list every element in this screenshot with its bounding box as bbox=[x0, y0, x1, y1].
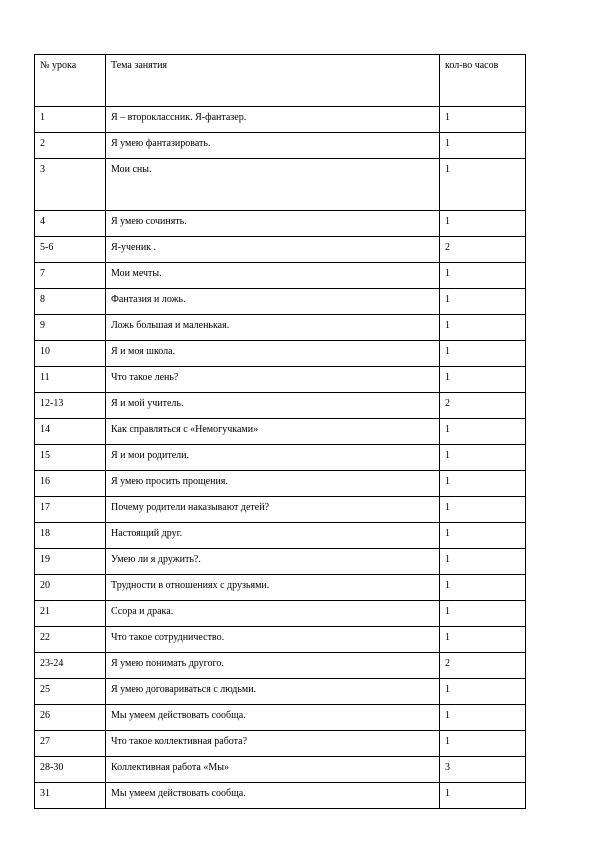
table-row bbox=[35, 601, 526, 627]
lesson-number: 10 bbox=[35, 341, 106, 367]
lesson-hours: 1 bbox=[440, 133, 526, 159]
lesson-topic: Я-ученик . bbox=[106, 237, 440, 263]
lesson-topic: Что такое сотрудничество. bbox=[106, 627, 440, 653]
lesson-topic: Мы умеем действовать сообща. bbox=[106, 783, 440, 809]
lesson-topic: Настоящий друг. bbox=[106, 523, 440, 549]
lesson-hours: 2 bbox=[440, 237, 526, 263]
lesson-hours: 1 bbox=[440, 211, 526, 237]
lesson-hours: 2 bbox=[440, 653, 526, 679]
lesson-topic: Фантазия и ложь. bbox=[106, 289, 440, 315]
lesson-number: 2 bbox=[35, 133, 106, 159]
lesson-hours: 1 bbox=[440, 523, 526, 549]
lesson-hours: 1 bbox=[440, 289, 526, 315]
lesson-hours: 2 bbox=[440, 393, 526, 419]
lesson-number: 26 bbox=[35, 705, 106, 731]
lesson-number: 15 bbox=[35, 445, 106, 471]
table-row bbox=[35, 523, 526, 549]
lesson-number: 23-24 bbox=[35, 653, 106, 679]
lesson-topic: Коллективная работа «Мы» bbox=[106, 757, 440, 783]
table-row bbox=[35, 289, 526, 315]
lesson-number: 1 bbox=[35, 107, 106, 133]
lesson-number: 25 bbox=[35, 679, 106, 705]
lesson-topic: Мы умеем действовать сообща. bbox=[106, 705, 440, 731]
lesson-topic: Я и моя школа. bbox=[106, 341, 440, 367]
lesson-hours: 1 bbox=[440, 497, 526, 523]
lesson-topic: Мои мечты. bbox=[106, 263, 440, 289]
table-row bbox=[35, 341, 526, 367]
table-row bbox=[35, 445, 526, 471]
lesson-number: 4 bbox=[35, 211, 106, 237]
lesson-hours: 1 bbox=[440, 601, 526, 627]
lesson-topic: Что такое лень? bbox=[106, 367, 440, 393]
lesson-hours: 1 bbox=[440, 367, 526, 393]
table-row bbox=[35, 627, 526, 653]
lesson-topic: Ссора и драка. bbox=[106, 601, 440, 627]
table-row bbox=[35, 679, 526, 705]
lesson-hours: 1 bbox=[440, 705, 526, 731]
lesson-number: 11 bbox=[35, 367, 106, 393]
lesson-hours: 1 bbox=[440, 783, 526, 809]
lesson-topic: Ложь большая и маленькая. bbox=[106, 315, 440, 341]
lesson-topic: Умею ли я дружить?. bbox=[106, 549, 440, 575]
lesson-number: 7 bbox=[35, 263, 106, 289]
lesson-number: 21 bbox=[35, 601, 106, 627]
lesson-plan-table bbox=[34, 54, 526, 809]
table-row bbox=[35, 211, 526, 237]
lesson-topic: Почему родители наказывают детей? bbox=[106, 497, 440, 523]
lesson-hours: 3 bbox=[440, 757, 526, 783]
lesson-topic: Как справляться с «Немогучками» bbox=[106, 419, 440, 445]
lesson-number: 28-30 bbox=[35, 757, 106, 783]
lesson-number: 20 bbox=[35, 575, 106, 601]
lesson-hours: 1 bbox=[440, 731, 526, 757]
lesson-topic: Трудности в отношениях с друзьями. bbox=[106, 575, 440, 601]
lesson-number: 31 bbox=[35, 783, 106, 809]
table-row bbox=[35, 497, 526, 523]
lesson-number: 3 bbox=[35, 159, 106, 211]
lesson-number: 14 bbox=[35, 419, 106, 445]
lesson-topic: Я умею фантазировать. bbox=[106, 133, 440, 159]
lesson-hours: 1 bbox=[440, 549, 526, 575]
lesson-number: 9 bbox=[35, 315, 106, 341]
lesson-topic: Я и мой учитель. bbox=[106, 393, 440, 419]
lesson-number: 8 bbox=[35, 289, 106, 315]
lesson-topic: Я и мои родители. bbox=[106, 445, 440, 471]
lesson-topic: Я умею сочинять. bbox=[106, 211, 440, 237]
table-row bbox=[35, 653, 526, 679]
lesson-number: 18 bbox=[35, 523, 106, 549]
lesson-hours: 1 bbox=[440, 315, 526, 341]
table-header-row bbox=[35, 55, 526, 107]
table-row bbox=[35, 757, 526, 783]
lesson-number: 19 bbox=[35, 549, 106, 575]
lesson-number: 5-6 bbox=[35, 237, 106, 263]
table-row bbox=[35, 393, 526, 419]
table-row bbox=[35, 575, 526, 601]
table-row bbox=[35, 705, 526, 731]
table-row bbox=[35, 159, 526, 211]
table-row bbox=[35, 315, 526, 341]
table-row bbox=[35, 731, 526, 757]
table-row bbox=[35, 419, 526, 445]
table-row bbox=[35, 549, 526, 575]
table-row bbox=[35, 237, 526, 263]
table-row bbox=[35, 107, 526, 133]
header-lesson-number: № урока bbox=[35, 55, 106, 107]
lesson-number: 17 bbox=[35, 497, 106, 523]
lesson-hours: 1 bbox=[440, 419, 526, 445]
table-row bbox=[35, 367, 526, 393]
header-hours-count: кол-во часов bbox=[440, 55, 526, 107]
lesson-topic: Мои сны. bbox=[106, 159, 440, 211]
table-row bbox=[35, 471, 526, 497]
table-row bbox=[35, 263, 526, 289]
header-lesson-topic: Тема занятия bbox=[106, 55, 440, 107]
lesson-topic: Я умею просить прощения. bbox=[106, 471, 440, 497]
lesson-hours: 1 bbox=[440, 263, 526, 289]
lesson-number: 16 bbox=[35, 471, 106, 497]
lesson-number: 22 bbox=[35, 627, 106, 653]
lesson-hours: 1 bbox=[440, 445, 526, 471]
lesson-topic: Что такое коллективная работа? bbox=[106, 731, 440, 757]
lesson-number: 12-13 bbox=[35, 393, 106, 419]
lesson-topic: Я умею понимать другого. bbox=[106, 653, 440, 679]
lesson-number: 27 bbox=[35, 731, 106, 757]
lesson-hours: 1 bbox=[440, 679, 526, 705]
table-row bbox=[35, 783, 526, 809]
lesson-hours: 1 bbox=[440, 575, 526, 601]
lesson-hours: 1 bbox=[440, 159, 526, 211]
lesson-topic: Я – второклассник. Я-фантазер. bbox=[106, 107, 440, 133]
lesson-hours: 1 bbox=[440, 107, 526, 133]
lesson-hours: 1 bbox=[440, 341, 526, 367]
lesson-topic: Я умею договариваться с людьми. bbox=[106, 679, 440, 705]
lesson-hours: 1 bbox=[440, 627, 526, 653]
lesson-hours: 1 bbox=[440, 471, 526, 497]
table-row bbox=[35, 133, 526, 159]
